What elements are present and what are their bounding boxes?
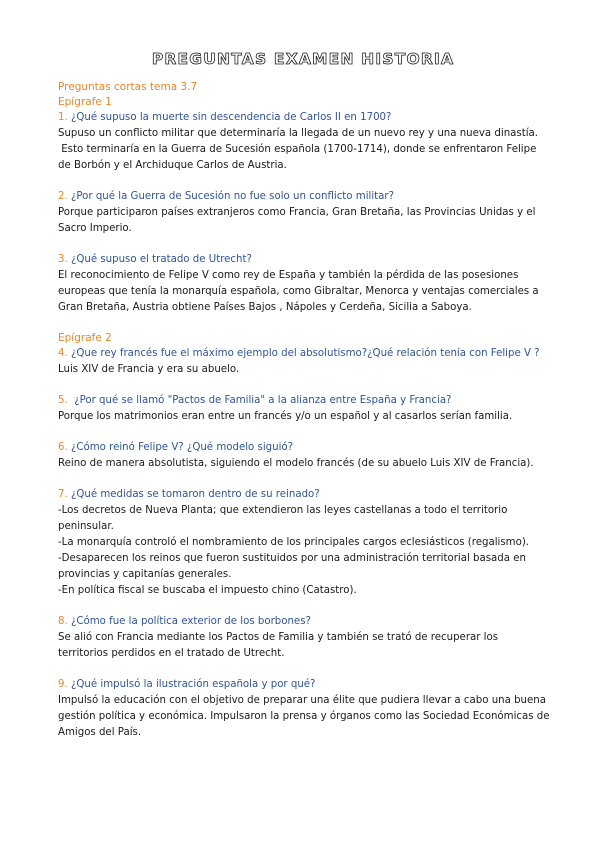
answer-line: europeas que tenía la monarquía española, como Gibraltar, Menorca y ventajas comerciales a <box>58 286 539 297</box>
answer-line: Esto terminaría en la Guerra de Sucesión española (1700-1714), donde se enfrentaron Felipe <box>58 144 537 155</box>
question-block <box>58 614 548 662</box>
question-number: 8. <box>58 616 68 627</box>
question-text: ¿Cómo fue la política exterior de los borbones? <box>67 616 311 627</box>
question-block <box>58 393 548 425</box>
question-text: ¿Por qué se llamó "Pactos de Familia" a la alianza entre España y Francia? <box>67 395 452 406</box>
question-block <box>58 487 548 599</box>
answer-line: territorios perdidos en el tratado de Utrecht. <box>58 648 285 659</box>
question-heading <box>58 393 548 409</box>
answer-line: Porque participaron países extranjeros como Francia, Gran Bretaña, las Provincias Unidas y el <box>58 207 536 218</box>
question-number: 2. <box>58 191 68 202</box>
answer-line: -La monarquía controló el nombramiento de los principales cargos eclesiásticos (regalismo). <box>58 537 530 548</box>
answer-line: -Los decretos de Nueva Planta; que extendieron las leyes castellanas a todo el territorio <box>58 505 508 516</box>
question-block <box>58 677 548 741</box>
answer <box>58 693 548 741</box>
answer-line: peninsular. <box>58 521 114 532</box>
question-number: 5. <box>58 395 68 406</box>
question-number: 3. <box>58 254 68 265</box>
question-heading <box>58 614 548 630</box>
answer-line: gestión política y económica. Impulsaron la prensa y órganos como las Sociedad Económicas de <box>58 711 550 722</box>
section-heading-epigrafe-2: Epígrafe 2 <box>58 332 112 344</box>
answer-line: Sacro Imperio. <box>58 223 132 234</box>
question-number: 1. <box>58 112 68 123</box>
question-text: ¿Por qué la Guerra de Sucesión no fue solo un conflicto militar? <box>67 191 395 202</box>
answer-line: Luis XIV de Francia y era su abuelo. <box>58 364 240 375</box>
answer <box>58 503 548 599</box>
question-block <box>58 110 548 174</box>
document-page <box>58 50 548 756</box>
question-block <box>58 252 548 316</box>
answer-line: El reconocimiento de Felipe V como rey de España y también la pérdida de las posesiones <box>58 270 519 281</box>
answer-line: Se alió con Francia mediante los Pactos de Familia y también se trató de recuperar los <box>58 632 499 643</box>
answer-line: Amigos del País. <box>58 727 142 738</box>
question-number: 7. <box>58 489 68 500</box>
answer-line: Impulsó la educación con el objetivo de preparar una élite que pudiera llevar a cabo una buena <box>58 695 546 706</box>
question-text: ¿Cómo reinó Felipe V? ¿Qué modelo siguió? <box>67 442 294 453</box>
answer-line: -En política fiscal se buscaba el impuesto chino (Catastro). <box>58 585 357 596</box>
question-heading <box>58 440 548 456</box>
answer-line: -Desaparecen los reinos que fueron sustituidos por una administración territorial basada en <box>58 553 526 564</box>
answer <box>58 409 548 425</box>
question-text: ¿Qué supuso la muerte sin descendencia de Carlos II en 1700? <box>67 112 392 123</box>
section-heading-epigrafe-1: Epígrafe 1 <box>58 96 112 108</box>
question-block <box>58 189 548 237</box>
question-heading <box>58 252 548 268</box>
answer-line: provincias y capitanías generales. <box>58 569 232 580</box>
question-text: ¿Qué medidas se tomaron dentro de su reinado? <box>67 489 320 500</box>
question-heading <box>58 189 548 205</box>
answer <box>58 456 548 472</box>
question-heading <box>58 677 548 693</box>
answer <box>58 268 548 316</box>
answer-line: de Borbón y el Archiduque Carlos de Austria. <box>58 160 287 171</box>
question-number: 6. <box>58 442 68 453</box>
subtitle: Preguntas cortas tema 3.7 <box>58 81 198 93</box>
answer-line: Gran Bretaña, Austria obtiene Países Bajos , Nápoles y Cerdeña, Sicilia a Saboya. <box>58 302 472 313</box>
question-text: ¿Qué supuso el tratado de Utrecht? <box>67 254 252 265</box>
question-heading <box>58 487 548 503</box>
question-text: ¿Qué impulsó la ilustración española y por qué? <box>67 679 316 690</box>
question-text: ¿Que rey francés fue el máximo ejemplo del absolutismo?¿Qué relación tenía con Felipe V ? <box>67 348 540 359</box>
answer-line: Supuso un conflicto militar que determinaría la llegada de un nuevo rey y una nueva dinastía. <box>58 128 539 139</box>
document-title: PREGUNTAS EXAMEN HISTORIA <box>151 50 455 68</box>
question-heading <box>58 110 548 126</box>
question-number: 9. <box>58 679 68 690</box>
answer <box>58 630 548 662</box>
answer <box>58 126 548 174</box>
question-block <box>58 346 548 378</box>
question-heading <box>58 346 548 362</box>
question-number: 4. <box>58 348 68 359</box>
answer <box>58 205 548 237</box>
answer-line: Reino de manera absolutista, siguiendo el modelo francés (de su abuelo Luis XIV de Francia). <box>58 458 534 469</box>
answer-line: Porque los matrimonios eran entre un francés y/o un español y al casarlos serían familia. <box>58 411 513 422</box>
question-block <box>58 440 548 472</box>
answer <box>58 362 548 378</box>
